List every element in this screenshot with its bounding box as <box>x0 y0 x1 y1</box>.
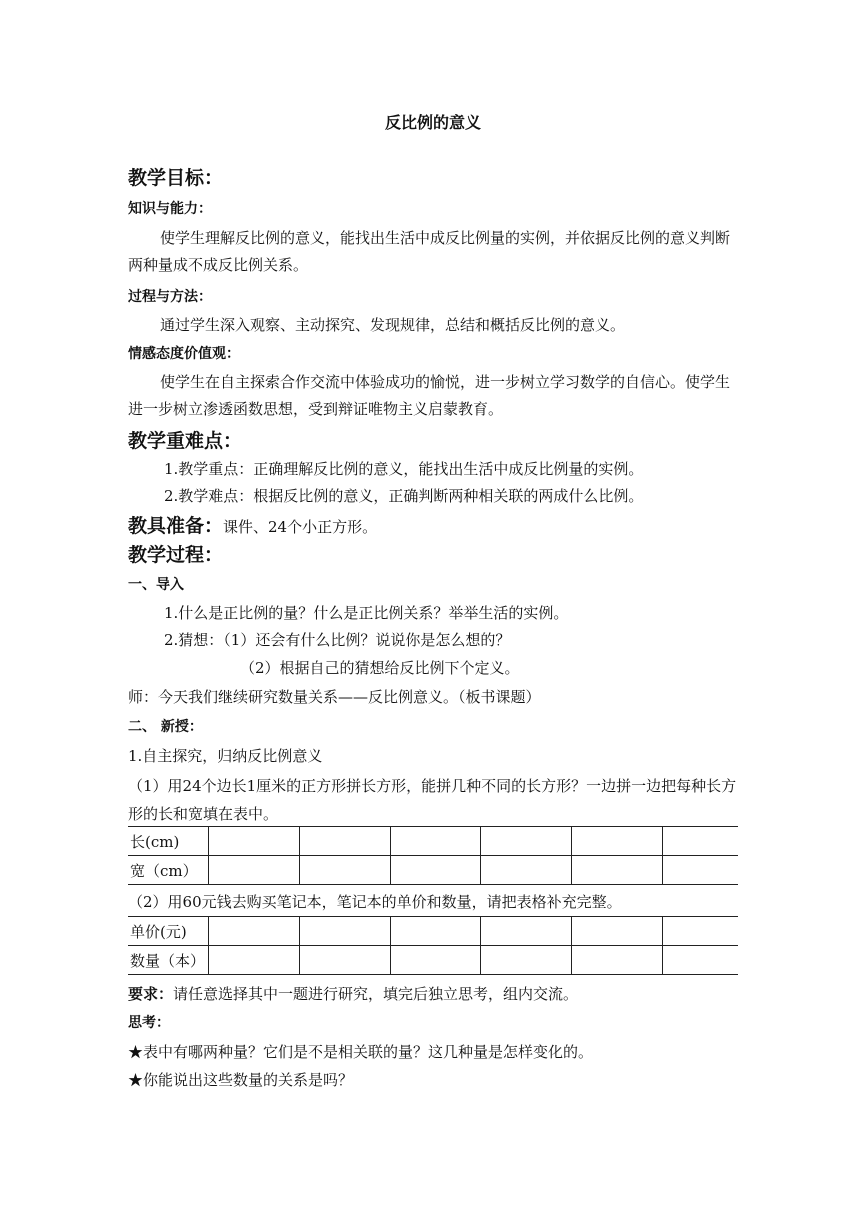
table-cell[interactable] <box>209 827 300 856</box>
table-cell[interactable] <box>572 856 663 885</box>
table-cell[interactable] <box>662 856 738 885</box>
table-cell[interactable] <box>209 946 300 975</box>
table-cell[interactable] <box>299 946 390 975</box>
table-cell[interactable] <box>390 917 481 946</box>
requirement-label: 要求： <box>128 985 174 1003</box>
width-label: 宽（cm） <box>128 856 209 885</box>
table-cell[interactable] <box>662 946 738 975</box>
think-item-1: ★表中有哪两种量？它们是不是相关联的量？这几种量是怎样变化的。 <box>128 1043 594 1061</box>
teaching-process-heading: 教学过程： <box>128 544 224 566</box>
materials-line <box>128 514 738 538</box>
table-cell[interactable] <box>572 917 663 946</box>
table-cell[interactable] <box>209 856 300 885</box>
materials-heading: 教具准备： <box>128 515 224 537</box>
table-cell[interactable] <box>299 917 390 946</box>
objectives-heading: 教学目标： <box>128 167 224 189</box>
requirement-line <box>128 984 738 1004</box>
table-cell[interactable] <box>572 827 663 856</box>
length-label: 长(cm) <box>128 827 209 856</box>
key-points-heading: 教学重难点： <box>128 430 243 452</box>
table-cell[interactable] <box>481 856 572 885</box>
table-cell[interactable] <box>481 917 572 946</box>
table-cell[interactable] <box>209 917 300 946</box>
attitude-heading: 情感态度价值观： <box>128 346 240 362</box>
intro-question-2: 2.猜想：（1）还会有什么比例？说说你是怎么想的？ <box>164 631 511 649</box>
materials-text: 课件、24个小正方形。 <box>223 518 378 536</box>
process-method-text: 通过学生深入观察、主动探究、发现规律，总结和概括反比例的意义。 <box>160 316 626 334</box>
subsection-1: 1.自主探究，归纳反比例意义 <box>128 747 323 765</box>
table-cell[interactable] <box>662 917 738 946</box>
document-title: 反比例的意义 <box>384 113 481 132</box>
intro-question-2b: （2）根据自己的猜想给反比例下个定义。 <box>240 659 520 677</box>
new-lesson-heading: 二、 新授： <box>128 719 203 735</box>
rectangle-table <box>128 826 738 885</box>
notebook-table <box>128 916 738 975</box>
table-cell[interactable] <box>390 856 481 885</box>
task-1-text: （1）用24个边长1厘米的正方形拼长方形，能拼几种不同的长方形？一边拼一边把每种长方形的长和宽填在表中。 <box>128 777 737 823</box>
table-cell[interactable] <box>481 946 572 975</box>
unit-price-label: 单价(元) <box>128 917 209 946</box>
table-cell[interactable] <box>390 827 481 856</box>
knowledge-heading: 知识与能力： <box>128 201 212 217</box>
table-cell[interactable] <box>481 827 572 856</box>
table-cell[interactable] <box>572 946 663 975</box>
table-row <box>128 856 738 885</box>
quantity-label: 数量（本） <box>128 946 209 975</box>
knowledge-text: 使学生理解反比例的意义，能找出生活中成反比例量的实例，并依据反比例的意义判断两种量成不成反比例关系。 <box>128 229 731 274</box>
attitude-text: 使学生在自主探索合作交流中体验成功的愉悦，进一步树立学习数学的自信心。使学生进一步树立渗透函数思想，受到辩证唯物主义启蒙教育。 <box>128 373 731 418</box>
table-cell[interactable] <box>390 946 481 975</box>
table-cell[interactable] <box>299 827 390 856</box>
difficult-point-item: 2.教学难点：根据反比例的意义，正确判断两种相关联的两成什么比例。 <box>164 487 644 505</box>
process-method-heading: 过程与方法： <box>128 289 212 305</box>
think-item-2: ★你能说出这些数量的关系是吗？ <box>128 1071 354 1089</box>
requirement-text: 请任意选择其中一题进行研究，填完后独立思考，组内交流。 <box>173 985 579 1003</box>
table-cell[interactable] <box>662 827 738 856</box>
intro-question-1: 1.什么是正比例的量？什么是正比例关系？举举生活的实例。 <box>164 604 569 622</box>
table-row <box>128 917 738 946</box>
table-row <box>128 946 738 975</box>
think-heading: 思考： <box>128 1015 170 1031</box>
table-cell[interactable] <box>299 856 390 885</box>
teacher-line: 师：今天我们继续研究数量关系——反比例意义。（板书课题） <box>128 688 541 706</box>
key-point-item: 1.教学重点：正确理解反比例的意义，能找出生活中成反比例量的实例。 <box>164 460 644 478</box>
task-2-text: （2）用60元钱去购买笔记本，笔记本的单价和数量，请把表格补充完整。 <box>128 893 622 911</box>
table-row <box>128 827 738 856</box>
intro-heading: 一、导入 <box>128 577 184 593</box>
